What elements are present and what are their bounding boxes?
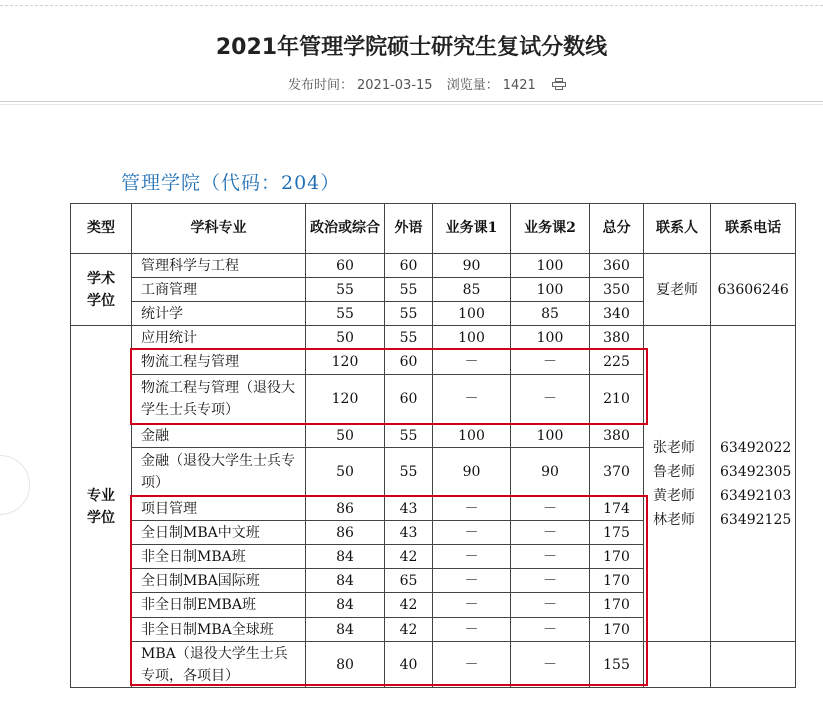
total-cell: 380 bbox=[590, 326, 644, 350]
contact-phone: 63492305 bbox=[720, 463, 792, 480]
page-title: 2021年管理学院硕士研究生复试分数线 bbox=[215, 35, 608, 60]
academic-phone-cell: 63606246 bbox=[711, 254, 796, 326]
politics-cell: 84 bbox=[306, 593, 385, 618]
major-cell: MBA（退役大学生士兵专项，各项目） bbox=[132, 642, 306, 688]
total-cell: 370 bbox=[590, 448, 644, 497]
header-phone: 联系电话 bbox=[711, 204, 796, 254]
foreign-cell: 60 bbox=[385, 375, 433, 424]
major-cell: 统计学 bbox=[132, 302, 306, 326]
table-row bbox=[71, 642, 796, 688]
course2-cell: － bbox=[511, 569, 590, 593]
course1-cell: 90 bbox=[433, 448, 511, 497]
publish-date: 2021-03-15 bbox=[357, 78, 433, 93]
table-row bbox=[71, 326, 796, 350]
total-cell: 340 bbox=[590, 302, 644, 326]
course2-cell: 100 bbox=[511, 254, 590, 278]
total-cell: 170 bbox=[590, 593, 644, 618]
contact-name: 黄老师 bbox=[653, 487, 695, 504]
foreign-cell: 55 bbox=[385, 302, 433, 326]
course2-cell: － bbox=[511, 545, 590, 569]
foreign-cell: 55 bbox=[385, 448, 433, 497]
course1-cell: － bbox=[433, 350, 511, 375]
major-cell: 工商管理 bbox=[132, 278, 306, 302]
contact-phone: 63492022 bbox=[720, 439, 792, 456]
foreign-cell: 40 bbox=[385, 642, 433, 688]
course1-cell: 85 bbox=[433, 278, 511, 302]
header-divider bbox=[0, 101, 823, 102]
total-cell: 170 bbox=[590, 618, 644, 642]
major-cell: 金融（退役大学生士兵专项） bbox=[132, 448, 306, 497]
course1-cell: － bbox=[433, 375, 511, 424]
major-cell: 非全日制MBA班 bbox=[132, 545, 306, 569]
empty-contact-cell bbox=[644, 642, 711, 688]
contact-name: 鲁老师 bbox=[653, 463, 695, 480]
politics-cell: 84 bbox=[306, 618, 385, 642]
course2-cell: － bbox=[511, 521, 590, 545]
course1-cell: － bbox=[433, 642, 511, 688]
course2-cell: － bbox=[511, 593, 590, 618]
side-scroll-button[interactable] bbox=[0, 455, 30, 515]
major-cell: 管理科学与工程 bbox=[132, 254, 306, 278]
foreign-cell: 43 bbox=[385, 497, 433, 521]
academic-contact-cell: 夏老师 bbox=[644, 254, 711, 326]
course2-cell: － bbox=[511, 618, 590, 642]
total-cell: 170 bbox=[590, 545, 644, 569]
politics-cell: 55 bbox=[306, 302, 385, 326]
article-meta bbox=[288, 74, 570, 93]
course2-cell: 90 bbox=[511, 448, 590, 497]
course1-cell: － bbox=[433, 569, 511, 593]
top-divider bbox=[0, 5, 823, 6]
foreign-cell: 55 bbox=[385, 424, 433, 448]
views-count: 1421 bbox=[502, 78, 536, 93]
course1-cell: 100 bbox=[433, 424, 511, 448]
politics-cell: 60 bbox=[306, 254, 385, 278]
politics-cell: 50 bbox=[306, 424, 385, 448]
course1-cell: 90 bbox=[433, 254, 511, 278]
printer-icon[interactable] bbox=[552, 78, 566, 90]
politics-cell: 80 bbox=[306, 642, 385, 688]
course1-cell: － bbox=[433, 593, 511, 618]
header-total: 总分 bbox=[590, 204, 644, 254]
politics-cell: 84 bbox=[306, 569, 385, 593]
header-foreign: 外语 bbox=[385, 204, 433, 254]
major-cell: 物流工程与管理 bbox=[132, 350, 306, 375]
course1-cell: 100 bbox=[433, 302, 511, 326]
total-cell: 174 bbox=[590, 497, 644, 521]
politics-cell: 86 bbox=[306, 497, 385, 521]
header-course2: 业务课2 bbox=[511, 204, 590, 254]
major-cell: 非全日制MBA全球班 bbox=[132, 618, 306, 642]
course2-cell: 100 bbox=[511, 278, 590, 302]
course1-cell: － bbox=[433, 545, 511, 569]
professional-contacts-cell bbox=[644, 326, 711, 642]
professional-phones-cell bbox=[711, 326, 796, 642]
politics-cell: 120 bbox=[306, 350, 385, 375]
foreign-cell: 43 bbox=[385, 521, 433, 545]
total-cell: 170 bbox=[590, 569, 644, 593]
politics-cell: 84 bbox=[306, 545, 385, 569]
views-label: 浏览量： bbox=[446, 78, 499, 93]
foreign-cell: 55 bbox=[385, 278, 433, 302]
header-type: 类型 bbox=[71, 204, 132, 254]
major-cell: 金融 bbox=[132, 424, 306, 448]
politics-cell: 50 bbox=[306, 326, 385, 350]
course2-cell: － bbox=[511, 350, 590, 375]
total-cell: 380 bbox=[590, 424, 644, 448]
publish-label: 发布时间： bbox=[288, 78, 354, 93]
foreign-cell: 60 bbox=[385, 350, 433, 375]
foreign-cell: 42 bbox=[385, 593, 433, 618]
course1-cell: 100 bbox=[433, 326, 511, 350]
course1-cell: － bbox=[433, 497, 511, 521]
total-cell: 360 bbox=[590, 254, 644, 278]
empty-phone-cell bbox=[711, 642, 796, 688]
course2-cell: 100 bbox=[511, 424, 590, 448]
total-cell: 225 bbox=[590, 350, 644, 375]
contact-phone: 63492103 bbox=[720, 487, 792, 504]
politics-cell: 86 bbox=[306, 521, 385, 545]
course2-cell: 100 bbox=[511, 326, 590, 350]
table-header-row bbox=[71, 204, 796, 254]
header-politics: 政治或综合 bbox=[306, 204, 385, 254]
school-subtitle: 管理学院（代码：204） bbox=[121, 172, 341, 194]
foreign-cell: 42 bbox=[385, 618, 433, 642]
politics-cell: 55 bbox=[306, 278, 385, 302]
contact-name: 林老师 bbox=[653, 511, 695, 528]
total-cell: 175 bbox=[590, 521, 644, 545]
header-divider-shadow bbox=[0, 104, 823, 105]
total-cell: 350 bbox=[590, 278, 644, 302]
course1-cell: － bbox=[433, 521, 511, 545]
foreign-cell: 55 bbox=[385, 326, 433, 350]
major-cell: 全日制MBA国际班 bbox=[132, 569, 306, 593]
total-cell: 155 bbox=[590, 642, 644, 688]
contact-phone: 63492125 bbox=[720, 511, 792, 528]
major-cell: 项目管理 bbox=[132, 497, 306, 521]
course2-cell: － bbox=[511, 375, 590, 424]
header-contact: 联系人 bbox=[644, 204, 711, 254]
foreign-cell: 42 bbox=[385, 545, 433, 569]
header-course1: 业务课1 bbox=[433, 204, 511, 254]
major-cell: 非全日制EMBA班 bbox=[132, 593, 306, 618]
header-major: 学科专业 bbox=[132, 204, 306, 254]
professional-type-cell: 专业学位 bbox=[71, 326, 132, 688]
foreign-cell: 60 bbox=[385, 254, 433, 278]
politics-cell: 120 bbox=[306, 375, 385, 424]
table-row bbox=[71, 254, 796, 278]
course2-cell: － bbox=[511, 497, 590, 521]
major-cell: 物流工程与管理（退役大学生士兵专项） bbox=[132, 375, 306, 424]
academic-type-cell: 学术学位 bbox=[71, 254, 132, 326]
course2-cell: 85 bbox=[511, 302, 590, 326]
foreign-cell: 65 bbox=[385, 569, 433, 593]
course2-cell: － bbox=[511, 642, 590, 688]
major-cell: 应用统计 bbox=[132, 326, 306, 350]
contact-name: 张老师 bbox=[653, 439, 695, 456]
politics-cell: 50 bbox=[306, 448, 385, 497]
total-cell: 210 bbox=[590, 375, 644, 424]
major-cell: 全日制MBA中文班 bbox=[132, 521, 306, 545]
score-table bbox=[70, 203, 796, 688]
course1-cell: － bbox=[433, 618, 511, 642]
